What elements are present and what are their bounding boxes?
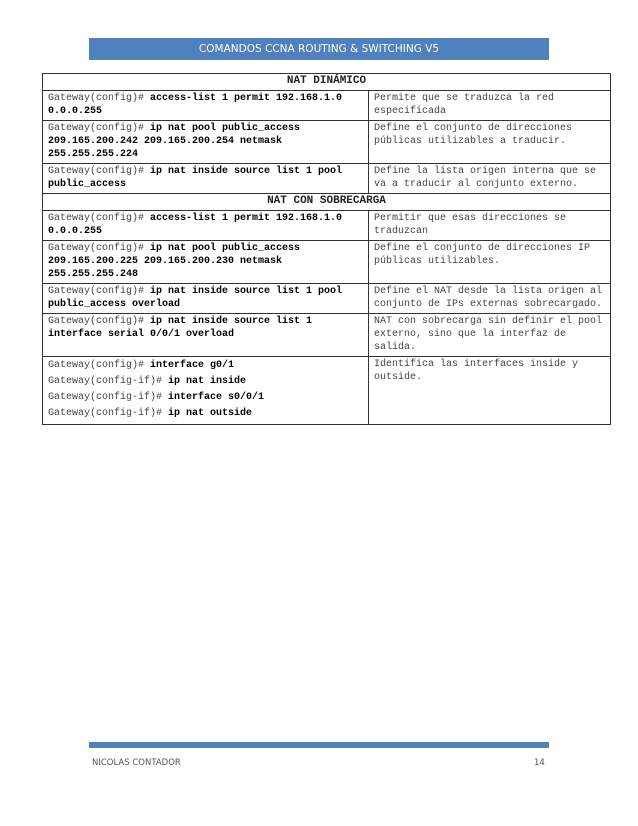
command-text: ip nat inside source list 1 pool public_access overload [48,286,343,310]
command-cell [43,357,369,425]
section-header-row [43,74,611,91]
prompt-text: Gateway(config)# [48,166,145,177]
config-line [48,390,363,406]
table-row [43,284,611,314]
description-cell: Define el NAT desde la lista origen al conjunto de IPs externas sobrecargado. [369,284,611,314]
command-cell [43,91,369,121]
table-row [43,241,611,284]
table-row [43,91,611,121]
commands-table [42,73,611,425]
command-cell [43,241,369,284]
description-cell: Identifica las interfaces inside y outside. [369,357,611,425]
section-header-row [43,194,611,211]
prompt-text: Gateway(config)# [48,316,145,327]
command-text: access-list 1 permit 192.168.1.0 0.0.0.255 [48,93,343,117]
table-row [43,211,611,241]
prompt-text: Gateway(config-if)# [48,392,163,403]
command-text: interface s0/0/1 [168,392,265,403]
description-cell: Define la lista origen interna que se va a traducir al conjunto externo. [369,164,611,194]
command-text: access-list 1 permit 192.168.1.0 0.0.0.255 [48,213,343,237]
header-title: COMANDOS CCNA ROUTING & SWITCHING V5 [198,43,440,55]
table-row [43,164,611,194]
prompt-text: Gateway(config)# [48,213,145,224]
command-text: interface g0/1 [150,360,235,371]
command-cell [43,164,369,194]
table-row [43,314,611,357]
description-cell: Define el conjunto de direcciones IP públicas utilizables. [369,241,611,284]
description-cell: Permitir que esas direcciones se traduzcan [369,211,611,241]
prompt-text: Gateway(config)# [48,360,145,371]
footer-bar [89,742,549,748]
command-cell [43,314,369,357]
command-text: ip nat inside source list 1 interface serial 0/0/1 overload [48,316,313,340]
command-cell [43,121,369,164]
page-number: 14 [534,758,545,768]
command-text: ip nat outside [168,408,253,419]
section-title: NAT CON SOBRECARGA [43,194,611,211]
prompt-text: Gateway(config)# [48,286,145,297]
prompt-text: Gateway(config)# [48,123,145,134]
command-text: ip nat inside [168,376,247,387]
prompt-text: Gateway(config)# [48,243,145,254]
command-text: ip nat pool public_access 209.165.200.242 209.165.200.254 netmask 255.255.255.224 [48,123,301,160]
header-banner [89,38,549,60]
config-line [48,374,363,390]
command-text: ip nat inside source list 1 pool public_access [48,166,343,190]
prompt-text: Gateway(config-if)# [48,376,163,387]
table-row [43,121,611,164]
prompt-text: Gateway(config)# [48,93,145,104]
description-cell: Permite que se traduzca la red especificada [369,91,611,121]
description-cell: NAT con sobrecarga sin definir el pool externo, sino que la interfaz de salida. [369,314,611,357]
command-cell [43,284,369,314]
config-line [48,406,363,422]
table-row [43,357,611,425]
command-cell [43,211,369,241]
footer-author: NICOLAS CONTADOR [92,758,181,768]
description-cell: Define el conjunto de direcciones públicas utilizables a traducir. [369,121,611,164]
command-text: ip nat pool public_access 209.165.200.225 209.165.200.230 netmask 255.255.255.248 [48,243,301,280]
config-line [48,358,363,374]
section-title: NAT DINÁMICO [43,74,611,91]
prompt-text: Gateway(config-if)# [48,408,163,419]
